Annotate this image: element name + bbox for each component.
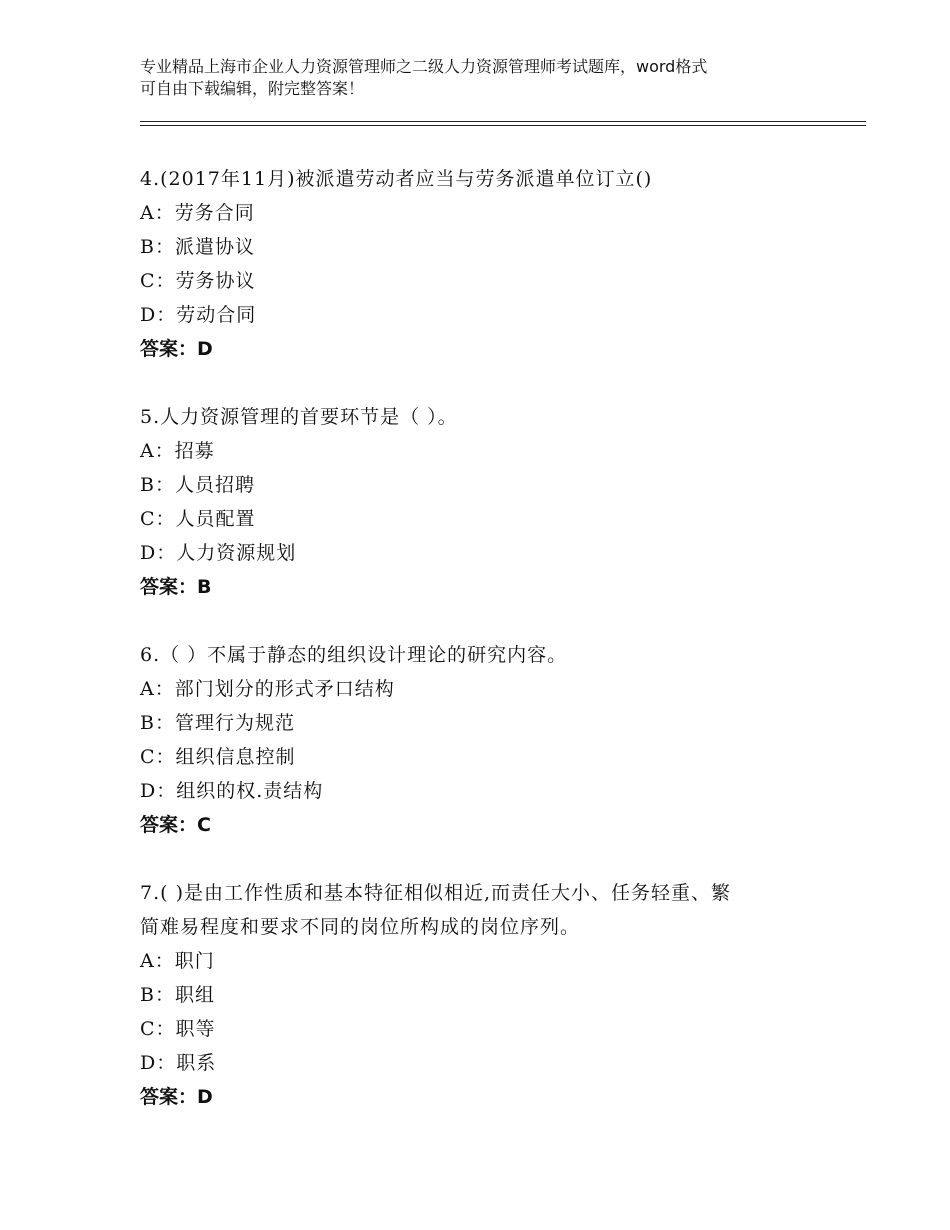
option-a: A：招募 (140, 440, 215, 462)
question-stem-continued: 简难易程度和要求不同的岗位所构成的岗位序列。 (140, 916, 581, 938)
option-d: D：组织的权.责结构 (140, 780, 324, 802)
header-line-2: 可自由下载编辑，附完整答案！ (140, 79, 365, 98)
header-divider-top (140, 121, 866, 122)
question-list (140, 162, 840, 1148)
option-b: B：管理行为规范 (140, 712, 295, 734)
option-b: B：人员招聘 (140, 474, 255, 496)
answer-label: 答案：D (140, 338, 213, 360)
option-d: D：职系 (140, 1052, 217, 1074)
header-divider-bottom (140, 125, 866, 126)
option-b: B：职组 (140, 984, 215, 1006)
option-a: A：劳务合同 (140, 202, 255, 224)
question-stem: 4.(2017年11月)被派遣劳动者应当与劳务派遣单位订立() (140, 168, 653, 190)
option-c: C：人员配置 (140, 508, 256, 530)
option-c: C：组织信息控制 (140, 746, 296, 768)
option-a: A：部门划分的形式矛口结构 (140, 678, 395, 700)
option-c: C：职等 (140, 1018, 216, 1040)
option-c: C：劳务协议 (140, 270, 256, 292)
question-stem: 5.人力资源管理的首要环节是（ ）。 (140, 406, 458, 428)
option-b: B：派遣协议 (140, 236, 255, 258)
header-line-1: 专业精品上海市企业人力资源管理师之二级人力资源管理师考试题库，word格式 (140, 57, 708, 76)
answer-label: 答案：D (140, 1086, 213, 1108)
question-5 (140, 400, 840, 604)
question-stem: 7.( )是由工作性质和基本特征相似相近,而责任大小、任务轻重、繁 (140, 882, 732, 904)
question-7 (140, 876, 840, 1114)
answer-label: 答案：B (140, 576, 212, 598)
option-d: D：劳动合同 (140, 304, 257, 326)
question-4 (140, 162, 840, 366)
question-6 (140, 638, 840, 842)
answer-label: 答案：C (140, 814, 211, 836)
document-header (140, 56, 820, 100)
option-d: D：人力资源规划 (140, 542, 297, 564)
question-stem: 6.（ ）不属于静态的组织设计理论的研究内容。 (140, 644, 568, 666)
option-a: A：职门 (140, 950, 215, 972)
